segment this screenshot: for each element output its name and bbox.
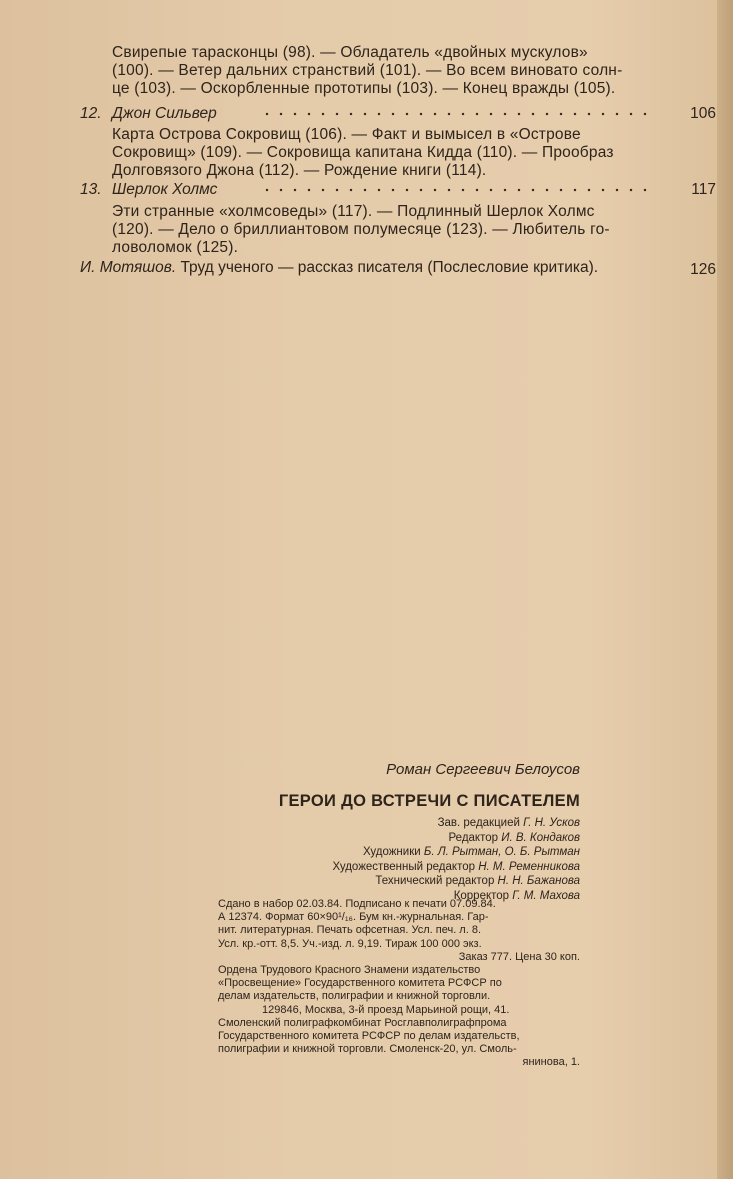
imprint-line: Сдано в набор 02.03.84. Подписано к печати 07.09.84. xyxy=(218,898,496,910)
printer-address-end: янинова, 1. xyxy=(522,1056,580,1069)
toc-line: (100). — Ветер дальних странствий (101). — Во всем виновато солн- xyxy=(112,62,623,79)
printer-line: Государственного комитета РСФСР по делам издательств, xyxy=(218,1030,520,1043)
publisher-line: «Просвещение» Государственного комитета РСФСР по xyxy=(218,977,502,990)
publisher-address: 129846, Москва, 3-й проезд Марьиной рощи, 41. xyxy=(262,1003,510,1016)
book-author: Роман Сергеевич Белоусов xyxy=(386,761,580,778)
afterword-author: И. Мотяшов. xyxy=(80,259,177,276)
order-price: Заказ 777. Цена 30 коп. xyxy=(458,950,580,963)
toc-entry-13-contents xyxy=(112,203,668,257)
staff-line: Технический редактор Н. Н. Бажанова xyxy=(375,875,580,887)
imprint-block xyxy=(218,898,580,1070)
toc-entry-12-contents xyxy=(112,126,668,180)
toc-line: Долговязого Джона (112). — Рождение книги (114). xyxy=(112,162,487,179)
page-edge xyxy=(717,0,733,1179)
toc-line: Свирепые тарасконцы (98). — Обладатель «двойных мускулов» xyxy=(112,44,588,61)
toc-line: Карта Острова Сокровищ (106). — Факт и вымысел в «Острове xyxy=(112,126,581,143)
toc-continuation xyxy=(112,44,668,98)
toc-line: Сокровищ» (109). — Сокровища капитана Кидда (110). — Прообраз xyxy=(112,144,614,161)
afterword-title: Труд ученого — рассказ писателя (Послесловие критика). xyxy=(180,259,599,276)
toc-line: це (103). — Оскорбленные прототипы (103). — Конец вражды (105). xyxy=(112,80,616,97)
staff-line: Художники Б. Л. Рытман, О. Б. Рытман xyxy=(362,846,580,858)
imprint-line: нит. литературная. Печать офсетная. Усл. печ. л. 8. xyxy=(218,924,482,937)
printer-line: Смоленский полиграфкомбинат Росглавполиграфпрома xyxy=(218,1016,507,1029)
toc-entry-number: 13. xyxy=(80,181,102,198)
toc-entry-12[interactable] xyxy=(80,104,716,124)
staff-credits xyxy=(240,816,580,903)
toc-afterword[interactable] xyxy=(80,258,716,278)
publisher-line: делам издательств, полиграфии и книжной торговли. xyxy=(218,990,491,1003)
toc-entry-page: 106 xyxy=(690,105,716,122)
toc-entry-title: Джон Сильвер xyxy=(112,105,217,122)
staff-line: Корректор Г. М. Махова xyxy=(453,889,580,902)
toc-line: (120). — Дело о бриллиантовом полумесяце (123). — Любитель го- xyxy=(112,221,610,238)
toc-entry-13[interactable] xyxy=(80,180,716,200)
staff-line: Редактор И. В. Кондаков xyxy=(448,831,580,844)
toc-entry-page: 126 xyxy=(690,261,716,278)
leader-dots xyxy=(260,186,656,194)
imprint-line: А 12374. Формат 60×90¹/₁₆. Бум кн.-журнальная. Гар- xyxy=(218,911,489,924)
toc-entry-page: 117 xyxy=(691,181,716,198)
toc-entry-title: Шерлок Холмс xyxy=(112,181,218,198)
leader-dots xyxy=(260,110,656,118)
book-title: ГЕРОИ ДО ВСТРЕЧИ С ПИСАТЕЛЕМ xyxy=(278,792,580,810)
printer-line: полиграфии и книжной торговли. Смоленск-20, ул. Смоль- xyxy=(218,1043,517,1056)
publisher-line: Ордена Трудового Красного Знамени издательство xyxy=(218,964,481,977)
toc-line: Эти странные «холмсоведы» (117). — Подлинный Шерлок Холмс xyxy=(112,203,595,220)
toc-line: ловоломок (125). xyxy=(112,239,239,256)
staff-line: Зав. редакцией Г. Н. Усков xyxy=(437,817,580,829)
staff-line: Художественный редактор Н. М. Ременникова xyxy=(332,860,580,873)
toc-entry-number: 12. xyxy=(80,105,102,122)
imprint-line: Усл. кр.-отт. 8,5. Уч.-изд. л. 9,19. Тираж 100 000 экз. xyxy=(218,937,482,950)
